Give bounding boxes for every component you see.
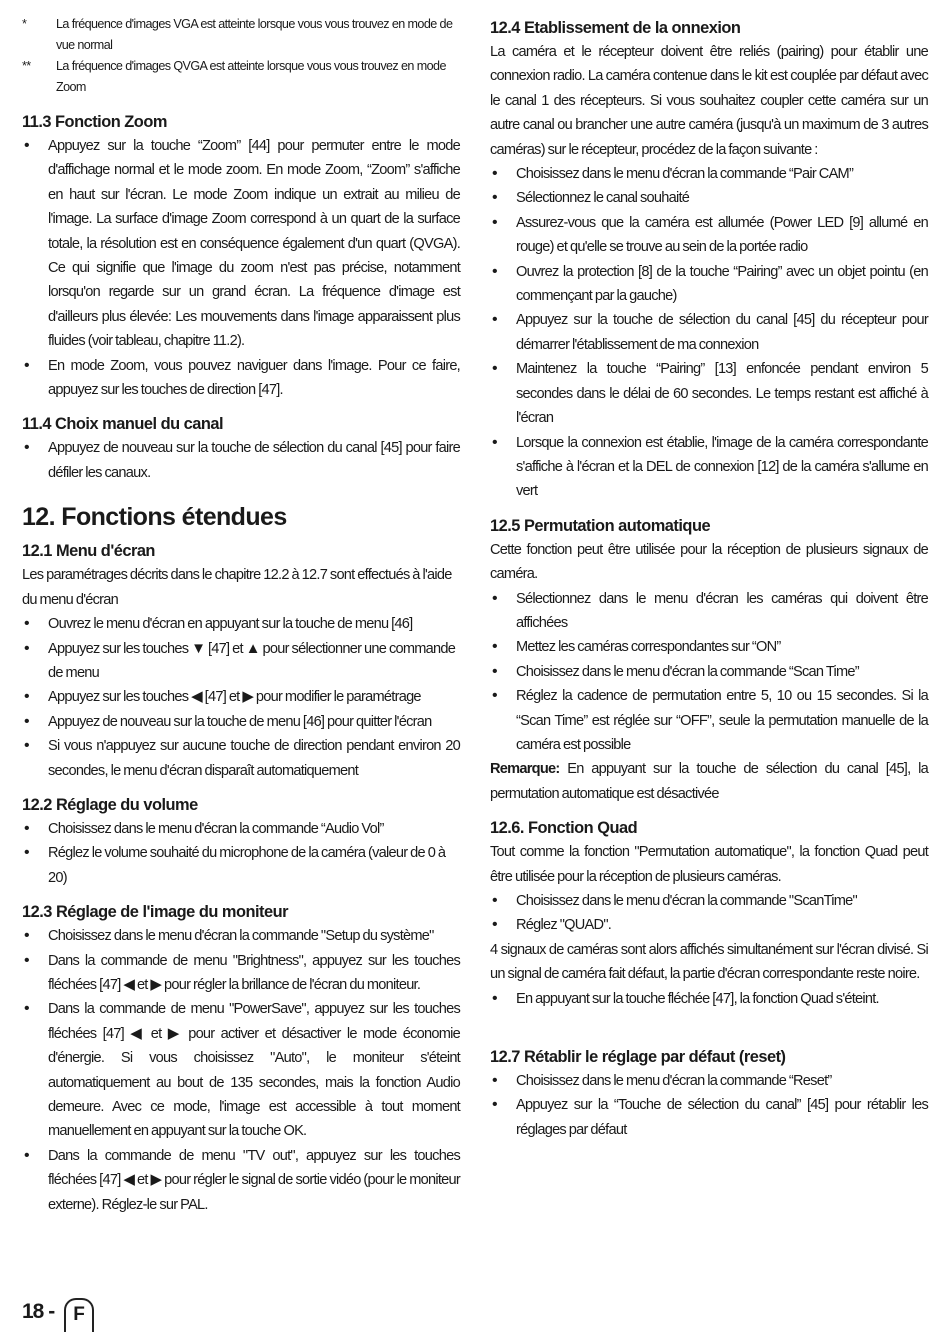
text: pour régler la brillance de l'écran du moniteur. [164, 976, 421, 993]
list-item: • Ouvrez la protection [8] de la touche “Pairing” avec un objet pointu (en commençant par la gauche) [490, 260, 928, 309]
section-title-11-3: 11.3 Fonction Zoom [22, 113, 167, 131]
list-item: • Choisissez dans le menu d'écran la commande "ScanTime" [490, 889, 928, 913]
text: et [136, 976, 148, 993]
list-item: • Mettez les caméras correspondantes sur “ON” [490, 635, 928, 659]
arrow-right-icon: ▶ [150, 975, 162, 993]
footnote [22, 14, 460, 56]
list-item: • Réglez la cadence de permutation entre 5, 10 ou 15 secondes. Si la “Scan Time” est réglée sur “OFF”, seule la permutation manuelle de la caméra est possible [490, 684, 928, 757]
footnote-mark: ** [22, 59, 31, 73]
page-footer [22, 1298, 92, 1330]
paragraph: Cette fonction peut être utilisée pour la réception de plusieurs signaux de caméra. [490, 541, 928, 583]
list-item: • Réglez le volume souhaité du microphone de la caméra (valeur de 0 à 20) [22, 841, 460, 890]
text: et [150, 1025, 162, 1042]
list-item: • Choisissez dans le menu d'écran la commande “Reset” [490, 1069, 928, 1093]
text: Appuyez sur les touches [48, 640, 189, 657]
arrow-right-icon: ▶ [242, 688, 254, 706]
arrow-down-icon: ▼ [191, 639, 206, 657]
arrow-left-icon: ◀ [130, 1024, 145, 1042]
text: et [136, 1172, 148, 1189]
section-title-12-2: 12.2 Réglage du volume [22, 795, 198, 814]
list-item: • Appuyez sur la touche de sélection du canal [45] du récepteur pour démarrer l'établissement de ma connexion [490, 308, 928, 357]
footnote [22, 56, 460, 98]
bullet-list [22, 134, 460, 402]
text: pour activer et désactiver le mode économie d'énergie. Si vous choisissez "Auto", le moniteur s'éteint automatiquement au bout de 135 secondes, mais la fonction Audio demeure. Avec ce mode, l'image est accessible à tout moment manuellement en appuyant sur la touche OK. [48, 1025, 461, 1140]
chapter-title: 12. Fonctions étendues [22, 503, 287, 532]
text: Appuyez sur les touches [48, 689, 189, 706]
footnote-mark: * [22, 17, 27, 31]
paragraph: 4 signaux de caméras sont alors affichés simultanément sur l'écran divisé. Si un signal de caméra fait défaut, la partie d'écran correspondante reste noire. [490, 941, 928, 983]
text: [47] et [204, 689, 240, 706]
list-item: • Choisissez dans le menu d'écran la commande “Pair CAM” [490, 162, 928, 186]
bullet-list [490, 889, 928, 938]
list-item: • En appuyant sur la touche fléchée [47], la fonction Quad s'éteint. [490, 987, 928, 1011]
arrow-up-icon: ▲ [245, 639, 260, 657]
list-item [22, 637, 460, 686]
arrow-left-icon: ◀ [123, 975, 135, 993]
text: [47] et [207, 640, 243, 657]
left-column [22, 14, 460, 1217]
list-item: • Si vous n'appuyez sur aucune touche de direction pendant environ 20 secondes, le menu d'écran disparaît automatiquement [22, 734, 460, 783]
list-item: • Appuyez de nouveau sur la touche de sélection du canal [45] pour faire défiler les canaux. [22, 436, 460, 485]
bullet-list [490, 1069, 928, 1142]
list-item: • Assurez-vous que la caméra est allumée (Power LED [9] allumé en rouge) et qu'elle se trouve au sein de la portée radio [490, 211, 928, 260]
bullet-list [22, 612, 460, 783]
list-item: • Choisissez dans le menu d'écran la commande "Setup du système" [22, 924, 460, 948]
section-title-12-6: 12.6. Fonction Quad [490, 819, 638, 838]
section-title-12-7: 12.7 Rétablir le réglage par défaut (reset) [490, 1048, 786, 1067]
bullet-list [22, 436, 460, 485]
list-item [22, 949, 460, 998]
text: pour régler le signal de sortie vidéo (pour le moniteur externe). Réglez-le sur PAL. [48, 1172, 461, 1213]
page-number: 18 - [22, 1300, 55, 1323]
section-title-11-4: 11.4 Choix manuel du canal [22, 415, 224, 434]
list-item: • Ouvrez le menu d'écran en appuyant sur la touche de menu [46] [22, 612, 460, 636]
bullet-list [22, 924, 460, 1217]
text: pour modifier le paramétrage [255, 689, 421, 706]
list-item [22, 685, 460, 709]
text: pour sélectionner une commande de menu [48, 640, 456, 681]
text: Dans la commande de menu "Brightness", appuyez sur les touches fléchées [47] [48, 952, 460, 993]
list-item: • Sélectionnez dans le menu d'écran les caméras qui doivent être affichées [490, 587, 928, 636]
language-code: F [73, 1304, 85, 1325]
footnote-text: La fréquence d'images QVGA est atteinte lorsque vous vous trouvez en mode Zoom [56, 59, 446, 94]
arrow-right-icon: ▶ [167, 1024, 182, 1042]
list-item [22, 997, 460, 1143]
list-item: • Appuyez de nouveau sur la touche de menu [46] pour quitter l'écran [22, 710, 460, 734]
paragraph: Les paramétrages décrits dans le chapitre 12.2 à 12.7 sont effectués à l'aide du menu d'écran [22, 567, 452, 608]
list-item: • Sélectionnez le canal souhaité [490, 186, 928, 210]
note [490, 757, 928, 806]
paragraph: Tout comme la fonction "Permutation automatique", la fonction Quad peut être utilisée pour la réception de plusieurs caméras. [490, 844, 928, 885]
list-item: • Choisissez dans le menu d'écran la commande “Scan Time” [490, 660, 928, 684]
list-item: • Choisissez dans le menu d'écran la commande “Audio Vol” [22, 817, 460, 841]
right-column [490, 14, 928, 1142]
paragraph: La caméra et le récepteur doivent être reliés (pairing) pour établir une connexion radio. La caméra contenue dans le kit est couplée par défaut avec le canal 1 des récepteurs. Si vous souhaitez coupler cette caméra sur un autre canal ou brancher une autre caméra (jusqu'à un maximum de 3 autres caméras) sur le récepteur, procédez de la façon suivante : [490, 44, 928, 158]
bullet-list [490, 587, 928, 758]
text: Dans la commande de menu "TV out", appuyez sur les touches fléchées [47] [48, 1147, 460, 1189]
bullet-list [490, 987, 928, 1011]
list-item: • Lorsque la connexion est établie, l'image de la caméra correspondante s'affiche à l'écran et la DEL de connexion [12] de la caméra s'allume en vert [490, 431, 928, 504]
footnote-text: La fréquence d'images VGA est atteinte lorsque vous vous trouvez en mode de vue normal [56, 17, 453, 52]
list-item: • Appuyez sur la “Touche de sélection du canal” [45] pour rétablir les réglages par défaut [490, 1093, 928, 1142]
bullet-list [22, 817, 460, 890]
section-title-12-1: 12.1 Menu d'écran [22, 542, 155, 561]
note-label: Remarque: [490, 761, 560, 778]
list-item: • Maintenez la touche “Pairing” [13] enfoncée pendant environ 5 secondes dans le délai de 60 secondes. Le temps restant est affiché à l'écran [490, 357, 928, 430]
arrow-right-icon: ▶ [150, 1171, 162, 1189]
list-item: • En mode Zoom, vous pouvez naviguer dans l'image. Pour ce faire, appuyez sur les touches de direction [47]. [22, 354, 460, 403]
section-title-12-4: 12.4 Etablissement de la onnexion [490, 19, 741, 37]
arrow-left-icon: ◀ [191, 688, 202, 706]
bullet-list [490, 162, 928, 504]
list-item [22, 1144, 460, 1217]
text: Dans la commande de menu "PowerSave", appuyez sur les touches fléchées [47] [48, 1001, 460, 1042]
list-item: • Réglez "QUAD". [490, 913, 928, 937]
section-title-12-3: 12.3 Réglage de l'image du moniteur [22, 903, 289, 922]
section-title-12-5: 12.5 Permutation automatique [490, 516, 711, 535]
note-text: En appuyant sur la touche de sélection du canal [45], la permutation automatique est désactivée [490, 761, 928, 802]
list-item: • Appuyez sur la touche “Zoom” [44] pour permuter entre le mode d'affichage normal et le mode zoom. En mode Zoom, “Zoom” s'affiche en haut sur l'écran. Le mode Zoom indique un extrait au milieu de l'image. La surface d'image Zoom correspond à un quart de la surface totale, la résolution est en conséquence également d'un quart (QVGA). Ce qui signifie que l'image du zoom n'est pas précise, notamment lorsqu'on regarde sur un grand écran. La fréquence d'image est d'ailleurs plus élevée: Les mouvements dans l'image apparaissent plus fluides (voir tableau, chapitre 11.2). [22, 134, 460, 354]
arrow-left-icon: ◀ [123, 1171, 135, 1189]
language-tab [64, 1298, 94, 1332]
